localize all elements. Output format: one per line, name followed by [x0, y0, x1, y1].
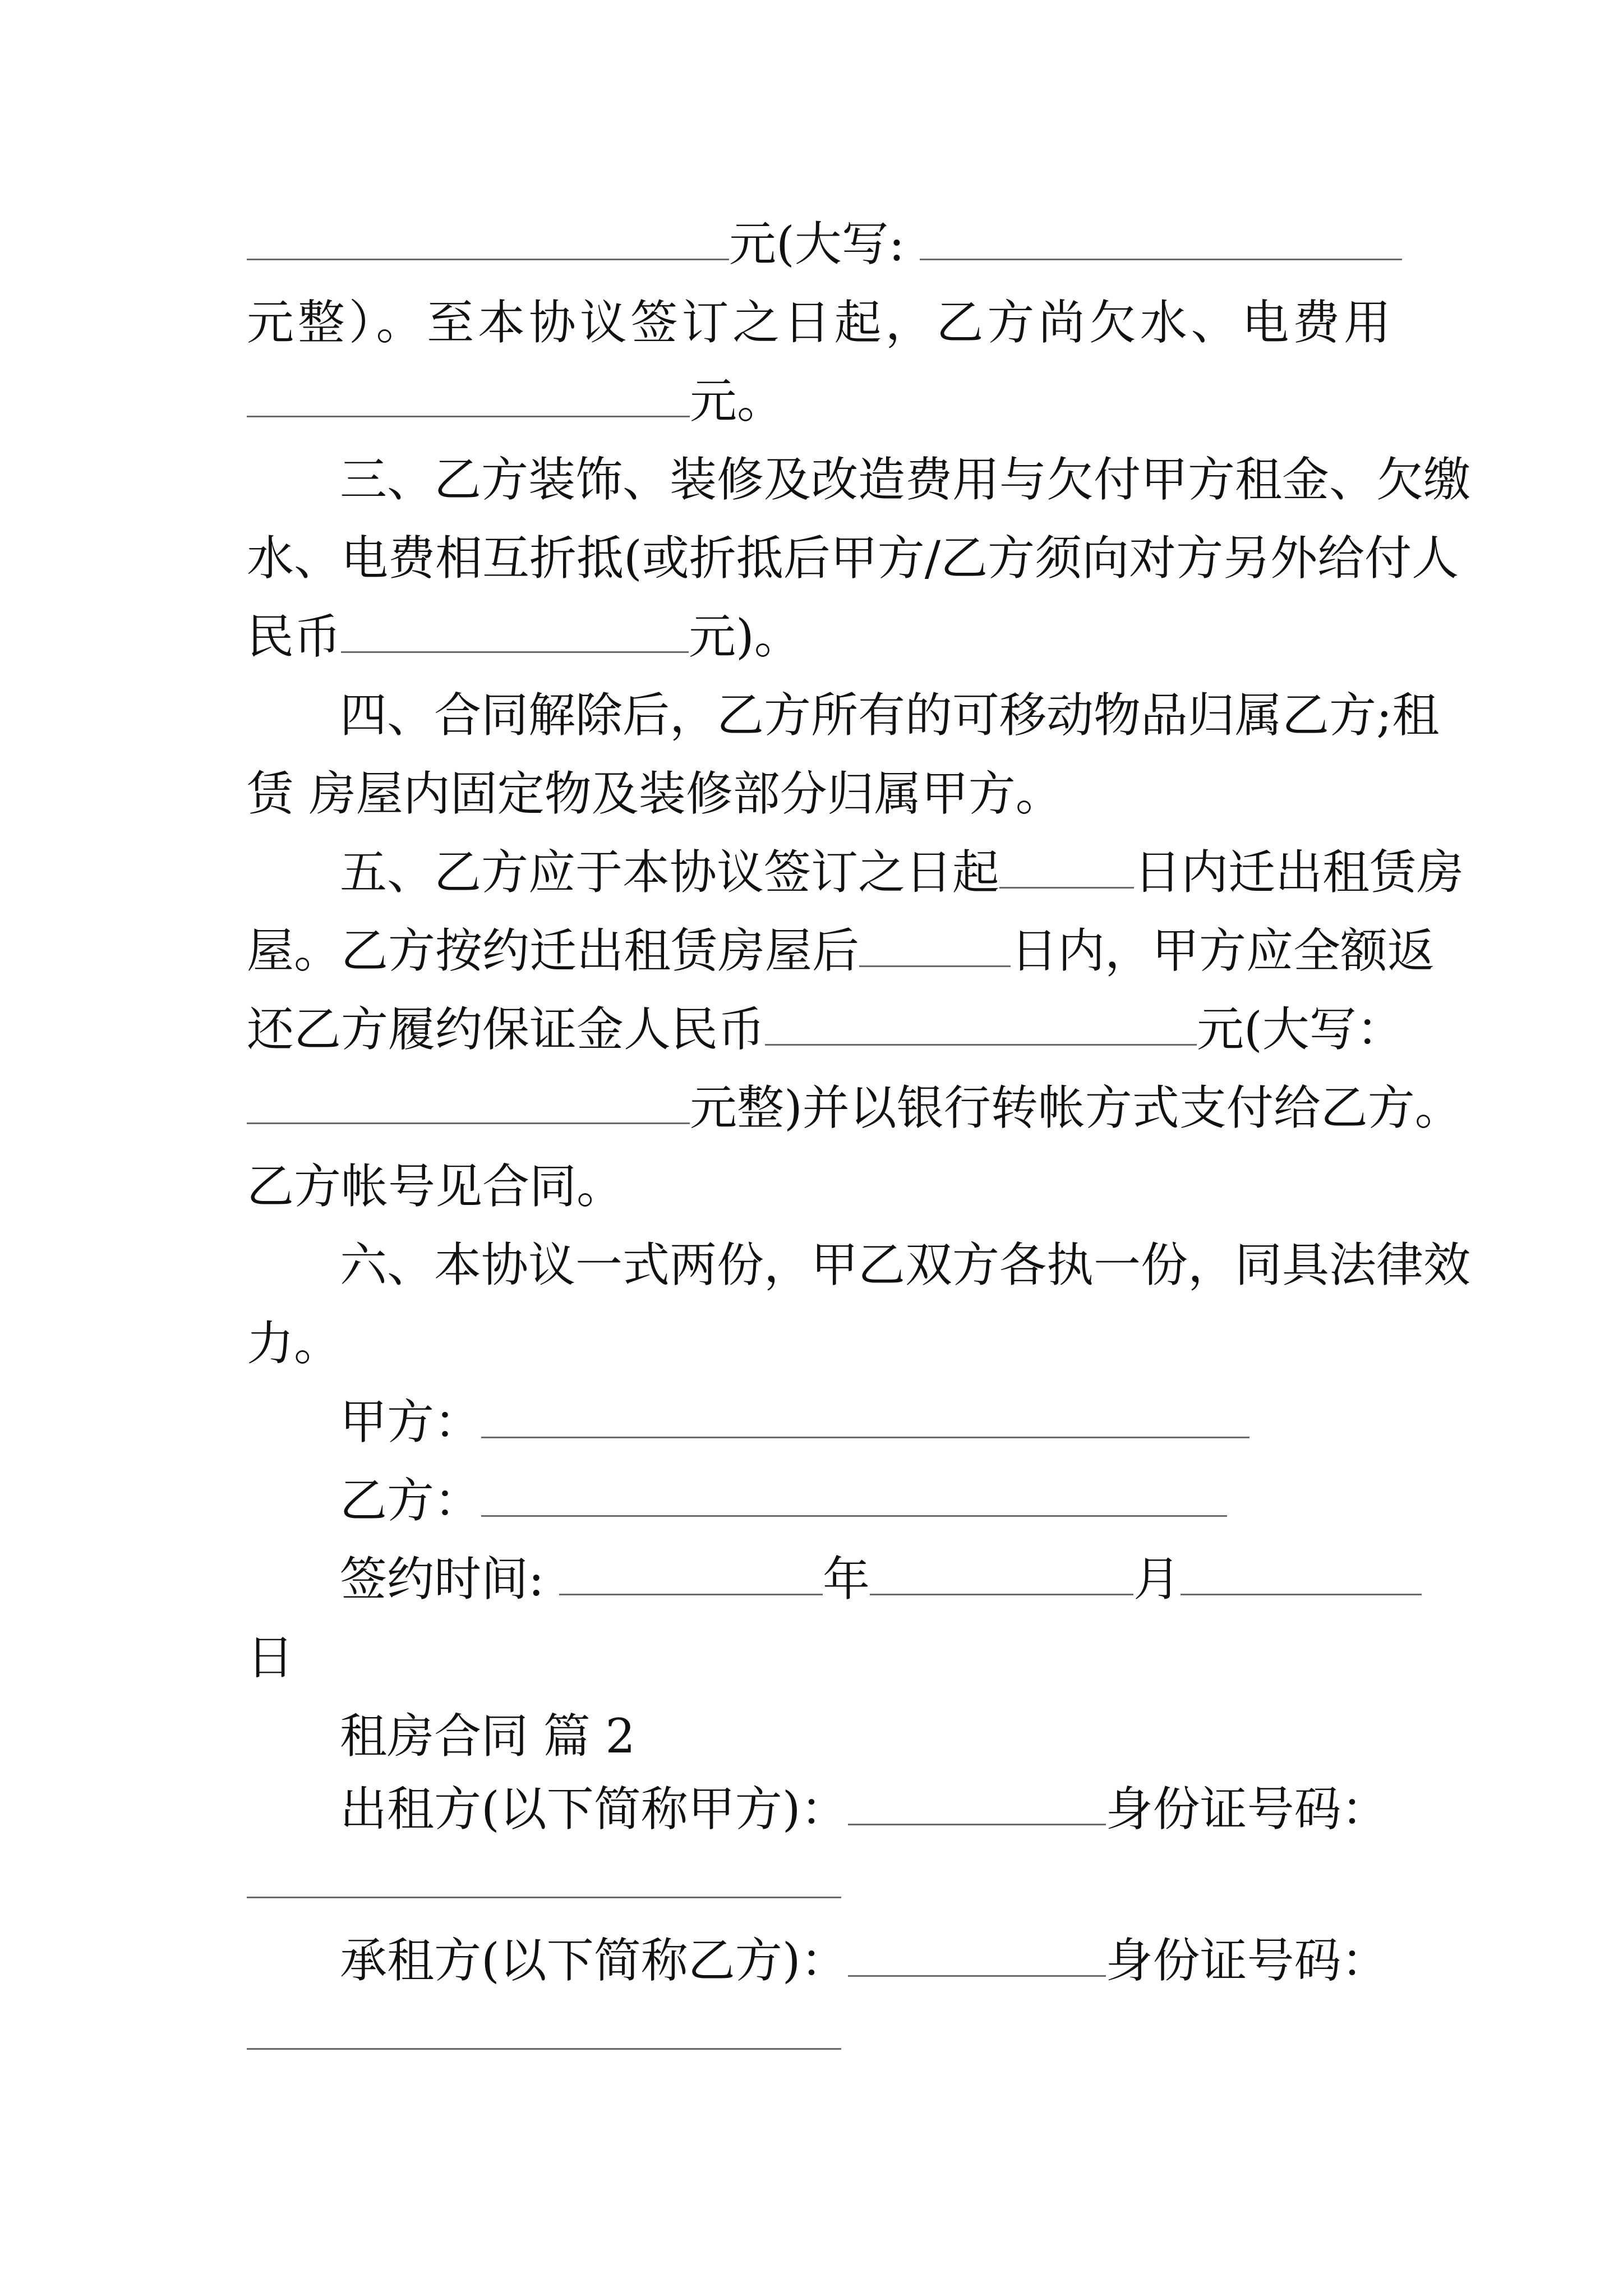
day-label: 日 [247, 1630, 294, 1685]
lessor-id-line [247, 1840, 1391, 1924]
lessee-id-line [247, 1991, 1391, 2076]
lessor-id-blank[interactable] [247, 1896, 841, 1898]
fill-blank[interactable] [247, 415, 690, 417]
clause-5-line-2: 屋。乙方按约迁出租赁房屋后 日内，甲方应全额返 [247, 923, 1435, 978]
section-title: 租房合同 篇 2 [340, 1709, 635, 1764]
lessee-line: 承租方(以下简称乙方)： 身份证号码： [340, 1933, 1389, 1988]
clause-5-line-5: 乙方帐号见合同。 [247, 1159, 624, 1214]
amount-line-2: 元。 [247, 359, 1391, 443]
amount-line-1: 元(大写: [247, 202, 1391, 286]
party-b-blank[interactable] [481, 1515, 1227, 1517]
fill-blank[interactable] [247, 1122, 690, 1124]
day-blank[interactable] [1181, 1593, 1422, 1595]
clause-6-line-2: 力。 [247, 1316, 342, 1371]
clause-3-line-2: 水、电费相互折抵(或折抵后甲方/乙方须向对方另外给付人 [247, 531, 1459, 586]
party-a-blank[interactable] [481, 1436, 1249, 1438]
sign-date-line: 签约时间: 年 月 [340, 1537, 1484, 1621]
fill-blank[interactable] [341, 651, 689, 653]
fill-blank[interactable] [920, 258, 1402, 260]
month-blank[interactable] [870, 1593, 1133, 1595]
clause-5-line-1: 五、乙方应于本协议签订之日起 日内迁出租赁房 [340, 845, 1464, 900]
clause-5-line-3: 还乙方履约保证金人民币 元(大写： [247, 1002, 1404, 1057]
lessee-name-blank[interactable] [848, 1975, 1106, 1977]
lessor-line: 出租方(以下简称甲方)： 身份证号码： [340, 1782, 1389, 1837]
clause-4-line-1: 四、合同解除后，乙方所有的可移动物品归属乙方;租 [340, 688, 1440, 743]
clause-3-line-3: 民币 元)。 [247, 609, 801, 664]
text-line: 元整）。至本协议签订之日起，乙方尚欠水、电费用 [247, 295, 1391, 350]
clause-6-line-1: 六、本协议一式两份，甲乙双方各执一份，同具法律效 [340, 1237, 1471, 1292]
fill-blank[interactable] [247, 258, 729, 260]
party-a-signature-line: 甲方： [340, 1380, 1484, 1464]
party-b-signature-line: 乙方： [340, 1458, 1484, 1543]
clause-3-line-1: 三、乙方装饰、装修及改造费用与欠付甲方租金、欠缴 [340, 452, 1471, 507]
fill-blank[interactable] [765, 1043, 1197, 1046]
clause-4-line-2: 赁 房屋内固定物及装修部分归属甲方。 [247, 766, 1063, 821]
lessee-id-blank[interactable] [247, 2047, 841, 2050]
fill-blank[interactable] [859, 965, 1011, 967]
year-blank[interactable] [559, 1593, 823, 1595]
clause-5-line-4: 元整)并以银行转帐方式支付给乙方。 [247, 1066, 1391, 1150]
lessor-name-blank[interactable] [848, 1823, 1106, 1825]
fill-blank[interactable] [999, 886, 1134, 889]
